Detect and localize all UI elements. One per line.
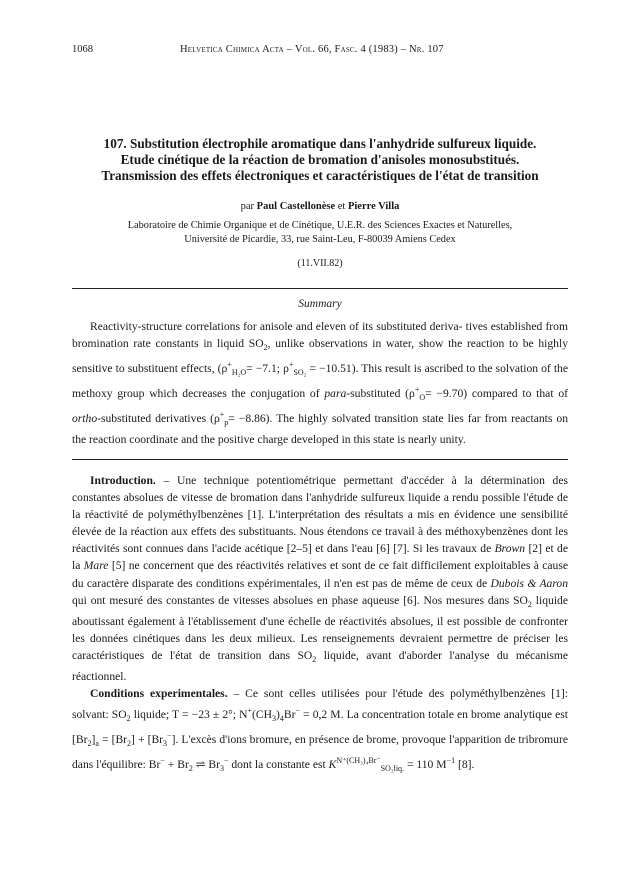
introduction-section [72, 472, 568, 778]
summary-text: Reactivity-structure correlations for anisole and eleven of its substituted deriva- tives established from bromination rate constants in liquid $SO_2$, unlike observations in water, show the reaction to be highly sensitive to substituent effects, ($\rho^+_{H_2O}= -7.1$; $\rho^+_{SO_2} = -10.51$). This result is ascribed to the solvation of the methoxy group which decreases the conjugation of para-substituted $(\rho^+_O= -9.70)$ compared to that of ortho-substituted derivatives $(\rho^+_p= -8.86)$. The highly solvated transition state lies far from reactants on the reaction coordinate and the positive charge developed in this state is nearly unity. [72, 320, 569, 447]
received-date: (11.VII.82) [297, 258, 343, 269]
running-head: Helvetica Chimica Acta – Vol. 66, Fasc. 4 (1983) – Nr. 107 [180, 44, 444, 55]
divider-bottom [72, 459, 568, 460]
conditions-paragraph: Conditions experimentales. – Ce sont celles utilisées pour l'étude des polyméthylbenzènes [1]: solvant: $SO_2$ liquide; T = −23 ± 2°; $N^+(CH_3)_4Br^- = 0,2$ M. La concentration totale en brome analytique est $[Br_2]_a = [Br_2] + [Br_3^-]$. L'excès d'ions bromure, en présence de brome, provoque l'apparition de tribromure dans l'équilibre: $Br^- + Br_2$ ⇌ $Br_3^-$ dont la constante est $K^{N^+(CH_3)_4Br^-}_{SO_2liq.} = 110$ $M^{-1}$ [8]. [72, 687, 568, 774]
title-line-1: 107. Substitution électrophile aromatique dans l'anhydride sulfureux liquide. [103, 136, 537, 151]
title-line-3: Transmission des effets électroniques et caractéristiques de l'état de transition [101, 168, 539, 183]
authors: par Paul Castellonèse et Pierre Villa [240, 201, 400, 212]
summary-heading: Summary [298, 298, 342, 310]
affiliation: Laboratoire de Chimie Organique et de Cinétique, U.E.R. des Sciences Exactes et Naturelles, Université de Picardie, 33, rue Saint-Leu, F-80039 Amiens Cedex [127, 220, 513, 245]
introduction-heading: Introduction. [90, 474, 156, 487]
divider-top [72, 288, 568, 289]
article-title [72, 136, 568, 184]
author-1: Paul Castellonèse [256, 201, 336, 212]
conditions-heading: Conditions experimentales. [90, 687, 228, 701]
author-2: Pierre Villa [347, 201, 400, 212]
introduction-paragraph: Introduction. – Une technique potentiométrique permettant d'accéder à la détermination des constantes absolues de vitesse de bromation dans l'anhydride sulfureux liquide a rendu possible l'étude de la réactivité de polyméthylbenzènes [1]. L'interprétation des résultats a mis en évidence une sensibilité élevée de la réaction aux effets des substituants. Nous étendons ce travail à des méthoxybenzènes dont les réactivités sont connues dans l'acide acétique [2–5] et dans l'eau [6] [7]. Si les travaux de Brown [2] et de la Mare [5] ne concernent que des réactivités relatives et sont de ce fait difficilement exploitables à cause du caractère disparate des conditions expérimentales, il n'en est pas de même de ceux de Dubois & Aaron qui ont mesuré des constantes de vitesses absolues en phase aqueuse [6]. Nos mesures dans $SO_2$ liquide aboutissant également à l'établissement d'une échelle de réactivités absolues, il est possible de confronter les données cinétiques dans les deux milieux. Les renseignements devraient permettre de préciser les caractéristiques de l'état de transition dans $SO_2$ liquide, avant d'aborder l'analyse du mécanisme réactionnel. [72, 474, 569, 684]
page-header [72, 44, 568, 60]
page-number: 1068 [72, 44, 93, 55]
title-line-2: Etude cinétique de la réaction de bromation d'anisoles monosubstitués. [120, 152, 520, 167]
